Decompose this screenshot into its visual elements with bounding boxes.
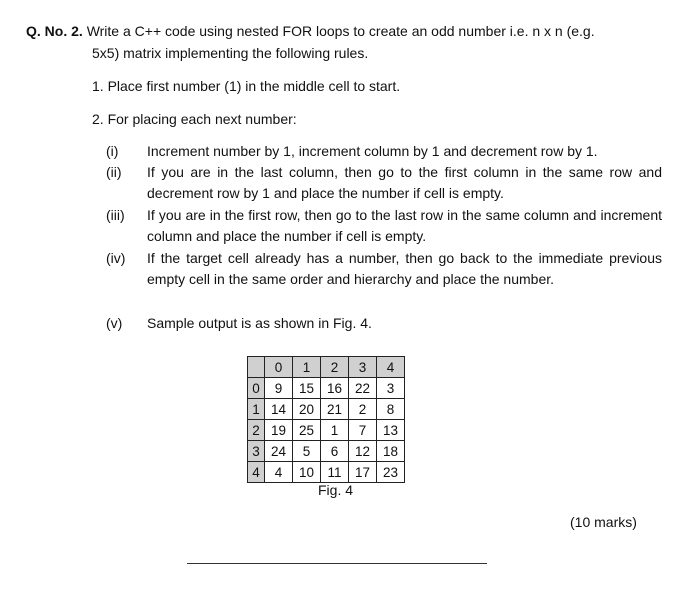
table-cell: 17 xyxy=(349,462,377,483)
table-cell: 18 xyxy=(377,441,405,462)
row-header: 0 xyxy=(248,378,265,399)
table-cell: 7 xyxy=(349,420,377,441)
table-row xyxy=(248,420,405,441)
question-header xyxy=(26,20,666,42)
column-header: 0 xyxy=(265,357,293,378)
rule-number: (ii) xyxy=(106,164,122,180)
table-cell: 19 xyxy=(265,420,293,441)
question-text-line1: Write a C++ code using nested FOR loops to create an odd number i.e. n x n (e.g. xyxy=(86,23,595,39)
column-header: 4 xyxy=(377,357,405,378)
rule-v xyxy=(106,313,666,334)
marks-label: (10 marks) xyxy=(570,514,637,530)
table-cell: 2 xyxy=(349,399,377,420)
rule-number: (iii) xyxy=(106,207,125,223)
table-cell: 1 xyxy=(321,420,349,441)
table-header-row xyxy=(248,357,405,378)
rule-number: (i) xyxy=(106,143,119,159)
table-cell: 16 xyxy=(321,378,349,399)
table-cell: 8 xyxy=(377,399,405,420)
column-header: 2 xyxy=(321,357,349,378)
rule-text: If the target cell already has a number, then go back to the immediate previous empty cell in the same order and hierarchy and place the number. xyxy=(147,250,662,287)
rule-iv xyxy=(106,248,666,290)
table-cell: 23 xyxy=(377,462,405,483)
column-header: 3 xyxy=(349,357,377,378)
table-cell: 15 xyxy=(293,378,321,399)
table-cell: 25 xyxy=(293,420,321,441)
table-corner-cell xyxy=(248,357,265,378)
table-row xyxy=(248,441,405,462)
rule-number: (v) xyxy=(106,315,123,331)
row-header: 1 xyxy=(248,399,265,420)
question-text-line2: 5x5) matrix implementing the following rules. xyxy=(92,45,369,61)
step-1: 1. Place first number (1) in the middle cell to start. xyxy=(92,78,401,94)
table-cell: 6 xyxy=(321,441,349,462)
figure-caption: Fig. 4 xyxy=(318,482,354,498)
rule-text: If you are in the first row, then go to the last row in the same column and increment column and place the number if cell is empty. xyxy=(147,207,662,244)
table-row xyxy=(248,462,405,483)
table-cell: 14 xyxy=(265,399,293,420)
row-header: 2 xyxy=(248,420,265,441)
table-cell: 24 xyxy=(265,441,293,462)
rule-text: Increment number by 1, increment column by 1 and decrement row by 1. xyxy=(147,143,598,159)
table-cell: 4 xyxy=(265,462,293,483)
row-header: 3 xyxy=(248,441,265,462)
sample-output-table xyxy=(247,356,405,483)
rule-iii xyxy=(106,205,666,247)
rule-i xyxy=(106,141,666,162)
answer-underline xyxy=(187,563,487,564)
table-cell: 12 xyxy=(349,441,377,462)
rule-text: Sample output is as shown in Fig. 4. xyxy=(147,315,372,331)
table-cell: 22 xyxy=(349,378,377,399)
table-cell: 9 xyxy=(265,378,293,399)
table-cell: 21 xyxy=(321,399,349,420)
step-2: 2. For placing each next number: xyxy=(92,111,297,127)
table-cell: 11 xyxy=(321,462,349,483)
rule-number: (iv) xyxy=(106,250,126,266)
table-cell: 3 xyxy=(377,378,405,399)
row-header: 4 xyxy=(248,462,265,483)
table-row xyxy=(248,399,405,420)
question-number: Q. No. 2. xyxy=(26,23,83,39)
column-header: 1 xyxy=(293,357,321,378)
rule-ii xyxy=(106,162,666,204)
table-cell: 13 xyxy=(377,420,405,441)
table-cell: 5 xyxy=(293,441,321,462)
rule-text: If you are in the last column, then go to the first column in the same row and decrement row by 1 and place the number if cell is empty. xyxy=(147,164,662,201)
table-cell: 10 xyxy=(293,462,321,483)
table-row xyxy=(248,378,405,399)
table-cell: 20 xyxy=(293,399,321,420)
